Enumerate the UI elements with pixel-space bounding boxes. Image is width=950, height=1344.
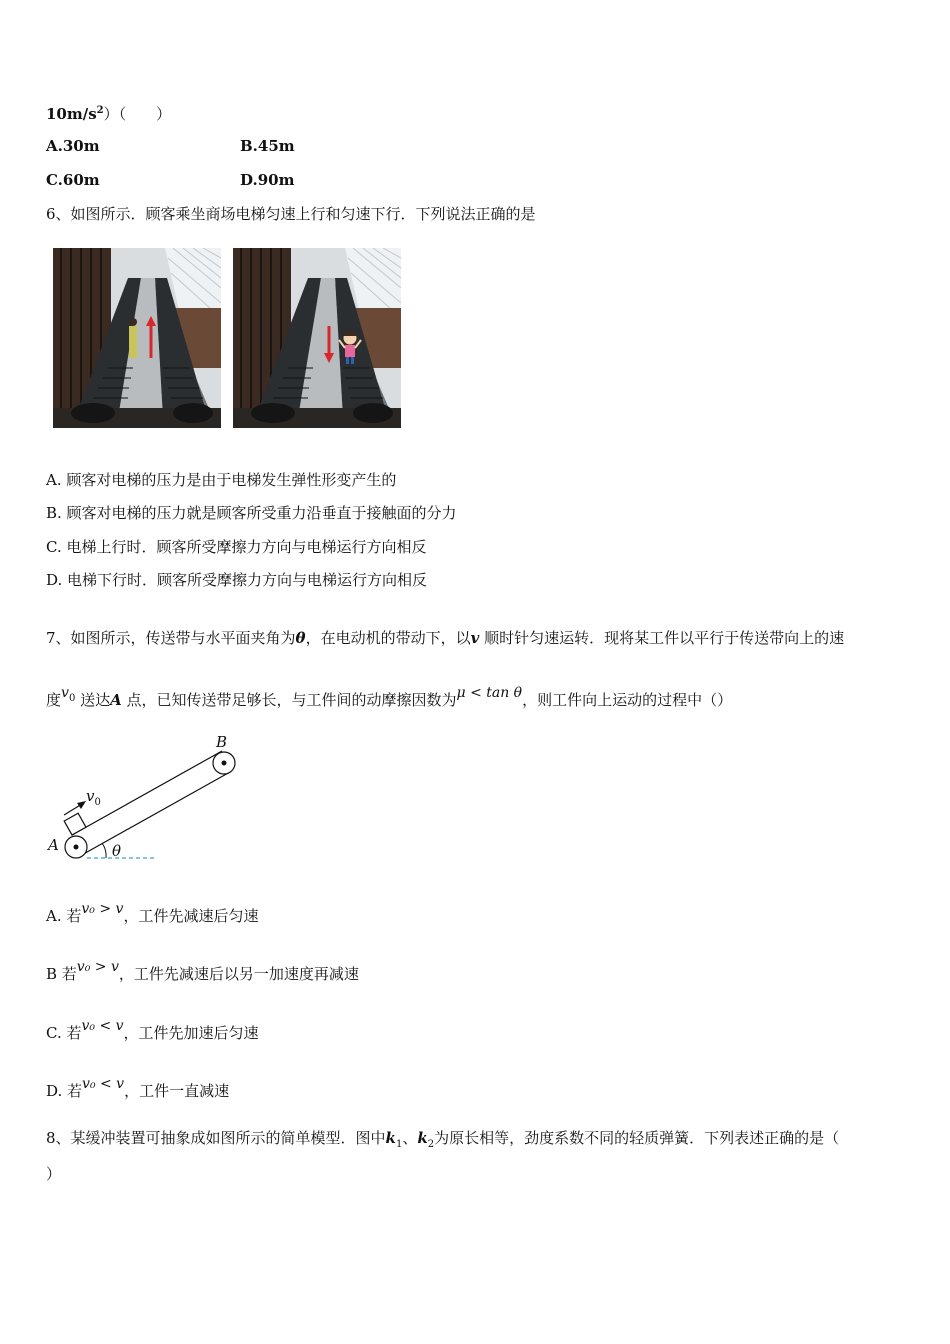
q6-option-d: D. 电梯下行时．顾客所受摩擦力方向与电梯运行方向相反 xyxy=(46,571,428,589)
q7-stem-line2: 度$v_0$ 送达A 点，已知传送带足够长，与工件间的动摩擦因数为μ < tan θ，则工件向上运动的过程中（） xyxy=(46,685,733,709)
q7-option-d: D. 若v₀ < v，工件一直减速 xyxy=(46,1076,230,1100)
q6-option-b: B. 顾客对电梯的压力就是顾客所受重力沿垂直于接触面的分力 xyxy=(46,504,457,522)
q5-option-b: B.45m xyxy=(240,137,295,155)
escalator-down-photo xyxy=(233,248,401,428)
diagram-label-theta: θ xyxy=(112,842,122,860)
q5-tail: $10m/s^2$）（ ） xyxy=(46,105,172,123)
conveyor-diagram xyxy=(44,732,244,867)
q5-option-a: A.30m xyxy=(46,137,100,155)
q7-option-b: B 若v₀ > v，工件先减速后以另一加速度再减速 xyxy=(46,959,359,983)
q5-option-c: C.60m xyxy=(46,171,100,189)
q8-stem: 8、某缓冲装置可抽象成如图所示的简单模型．图中$k_1$、$k_2$为原长相等，劲度系数不同的轻质弹簧．下列表述正确的是（ xyxy=(46,1129,840,1150)
q6-option-a: A. 顾客对电梯的压力是由于电梯发生弹性形变产生的 xyxy=(46,471,397,489)
q7-option-c: C. 若v₀ < v，工件先加速后匀速 xyxy=(46,1018,259,1042)
q5-option-d: D.90m xyxy=(240,171,295,189)
q7-stem-line1: 7、如图所示，传送带与水平面夹角为θ，在电动机的带动下，以v 顺时针匀速运转．现将某工件以平行于传送带向上的速 xyxy=(46,629,845,647)
escalator-up-photo xyxy=(53,248,221,428)
q7-option-a: A. 若v₀ > v，工件先减速后匀速 xyxy=(46,901,259,925)
diagram-label-b: B xyxy=(216,733,228,751)
diagram-label-a: A xyxy=(48,836,59,854)
q8-stem-line2: ） xyxy=(46,1165,62,1183)
q6-stem: 6、如图所示．顾客乘坐商场电梯匀速上行和匀速下行．下列说法正确的是 xyxy=(46,205,536,223)
q6-option-c: C. 电梯上行时．顾客所受摩擦力方向与电梯运行方向相反 xyxy=(46,538,427,556)
diagram-label-v0: $v_0$ xyxy=(86,787,101,808)
